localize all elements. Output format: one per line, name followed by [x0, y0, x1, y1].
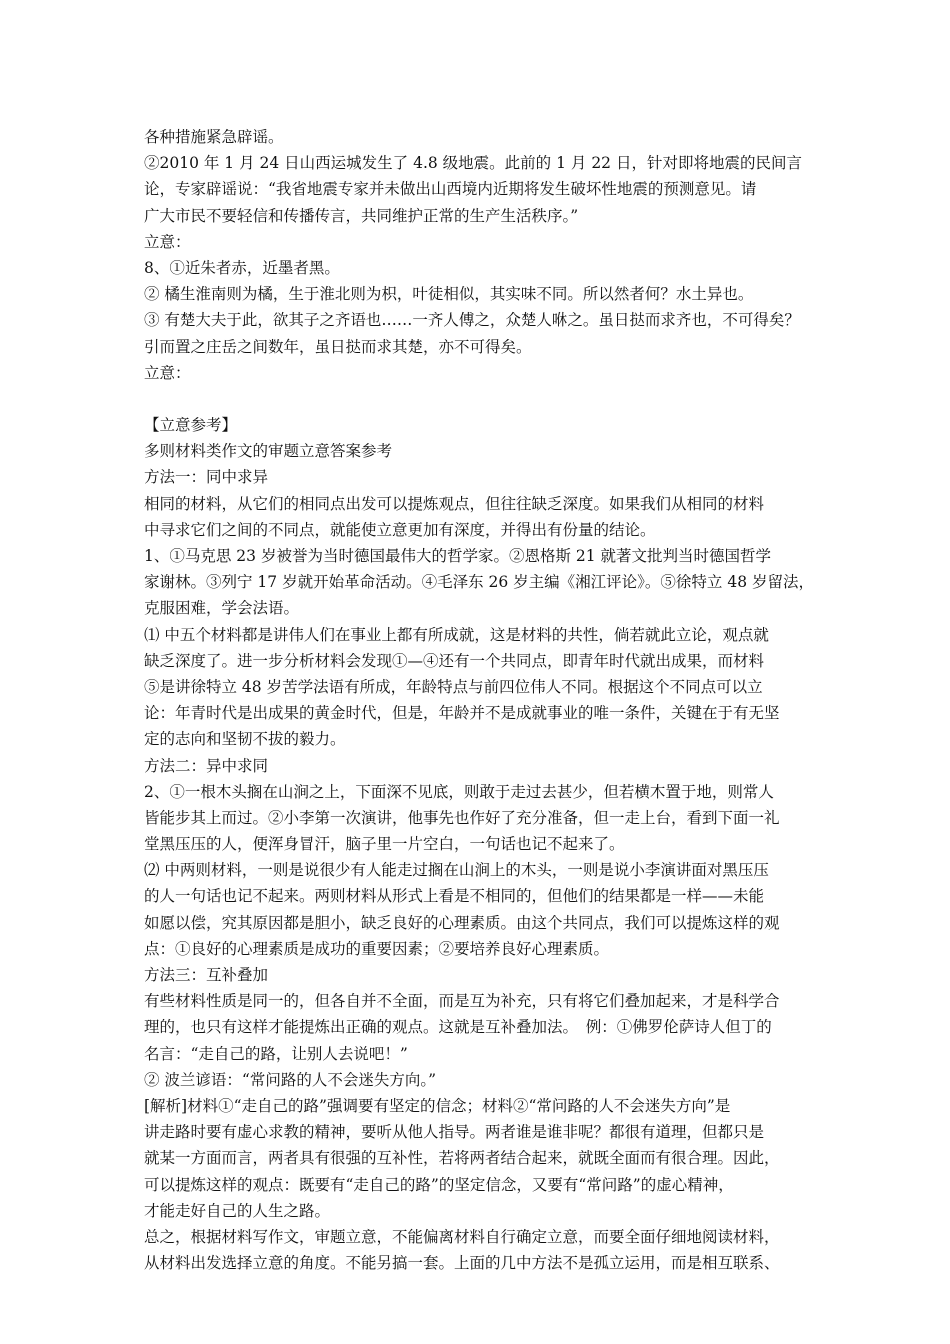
- text-line: 从材料出发选择立意的角度。不能另搞一套。上面的几中方法不是孤立运用，而是相互联系、: [144, 1254, 780, 1273]
- text-line: ② 橘生淮南则为橘，生于淮北则为枳，叶徒相似，其实味不同。所以然者何？水土异也。: [144, 285, 754, 304]
- text-line: 名言：“走自己的路，让别人去说吧！”: [144, 1044, 408, 1063]
- text-line: 才能走好自己的人生之路。: [144, 1201, 331, 1220]
- text-line: 论：年青时代是出成果的黄金时代，但是，年龄并不是成就事业的唯一条件，关键在于有无坚: [144, 704, 780, 723]
- text-line: 相同的材料，从它们的相同点出发可以提炼观点，但往往缺乏深度。如果我们从相同的材料: [144, 494, 765, 513]
- text-line: 立意：: [144, 232, 191, 251]
- text-line: 广大市民不要轻信和传播传言，共同维护正常的生产生活秩序。”: [144, 206, 579, 225]
- text-line: [解析]材料①“走自己的路”强调要有坚定的信念；材料②“常问路的人不会迷失方向”是: [144, 1096, 731, 1115]
- text-line: 家谢林。③列宁 17 岁就开始革命活动。④毛泽东 26 岁主编《湘江评论》。⑤徐特立 48 岁留法，: [144, 573, 814, 592]
- text-line: 就某一方面而言，两者具有很强的互补性，若将两者结合起来，就既全面而有很合理。因此，: [144, 1149, 780, 1168]
- text-line: 堂黑压压的人，便浑身冒汗，脑子里一片空白，一句话也记不起来了。: [144, 835, 625, 854]
- text-line: ⑤是讲徐特立 48 岁苦学法语有所成，年龄特点与前四位伟人不同。根据这个不同点可以立: [144, 677, 763, 696]
- text-line: ⑵ 中两则材料，一则是说很少有人能走过搁在山涧上的木头，一则是说小李演讲面对黑压压: [144, 861, 769, 880]
- text-line: 8、①近朱者赤，近墨者黑。: [144, 258, 340, 277]
- text-line: ②2010 年 1 月 24 日山西运城发生了 4.8 级地震。此前的 1 月 22 日，针对即将地震的民间言: [144, 154, 802, 173]
- blank-line: [144, 386, 824, 412]
- text-line: 1、①马克思 23 岁被誉为当时德国最伟大的哲学家。②恩格斯 21 就著文批判当时德国哲学: [144, 547, 772, 565]
- text-line: 方法一：同中求异: [144, 468, 269, 487]
- text-line: 【立意参考】: [144, 416, 238, 435]
- text-line: ⑴ 中五个材料都是讲伟人们在事业上都有所成就，这是材料的共性，倘若就此立论，观点就: [144, 625, 769, 644]
- text-line: 如愿以偿，究其原因都是胆小，缺乏良好的心理素质。由这个共同点，我们可以提炼这样的观: [144, 913, 780, 932]
- text-line: 引而置之庄岳之间数年，虽日挞而求其楚，亦不可得矣。: [144, 337, 532, 356]
- text-line: ② 波兰谚语：“常问路的人不会迷失方向。”: [144, 1070, 437, 1089]
- text-line: 有些材料性质是同一的，但各自并不全面，而是互为补充，只有将它们叠加起来，才是科学合: [144, 992, 780, 1011]
- text-line: 皆能步其上而过。②小李第一次演讲，他事先也作好了充分准备，但一走上台，看到下面一礼: [144, 808, 780, 827]
- text-line: 讲走路时要有虚心求教的精神，要听从他人指导。两者谁是谁非呢？都很有道理，但都只是: [144, 1123, 765, 1142]
- text-line: 理的，也只有这样才能提炼出正确的观点。这就是互补叠加法。 例：①佛罗伦萨诗人但丁的: [144, 1018, 772, 1037]
- text-line: 可以提炼这样的观点：既要有“走自己的路”的坚定信念，又要有“常问路”的虚心精神，: [144, 1175, 734, 1194]
- text-line: 点：①良好的心理素质是成功的重要因素；②要培养良好心理素质。: [144, 939, 610, 958]
- text-line: 方法三：互补叠加: [144, 966, 269, 984]
- document-page: [144, 124, 824, 1276]
- text-line: 论，专家辟谣说：“我省地震专家并未做出山西境内近期将发生破坏性地震的预测意见。请: [144, 180, 757, 199]
- text-line: 缺乏深度了。进一步分析材料会发现①—④还有一个共同点，即青年时代就出成果，而材料: [144, 651, 765, 670]
- text-line: 的人一句话也记不起来。两则材料从形式上看是不相同的，但他们的结果都是一样——未能: [144, 887, 765, 906]
- text-line: 各种措施紧急辟谣。: [144, 128, 284, 146]
- text-line: 立意：: [144, 363, 191, 382]
- text-line: 总之，根据材料写作文，审题立意，不能偏离材料自行确定立意，而要全面仔细地阅读材料，: [144, 1227, 780, 1246]
- text-line: 中寻求它们之间的不同点，就能使立意更加有深度，并得出有份量的结论。: [144, 520, 656, 539]
- text-line: 多则材料类作文的审题立意答案参考: [144, 442, 393, 461]
- text-line: 克服困难，学会法语。: [144, 599, 300, 618]
- text-line: 方法二：异中求同: [144, 756, 269, 775]
- text-line: 2、①一根木头搁在山涧之上，下面深不见底，则敢于走过去甚少，但若横木置于地，则常人: [144, 782, 774, 801]
- text-line: ③ 有楚大夫于此，欲其子之齐语也……一齐人傅之，众楚人咻之。虽日挞而求齐也，不可得矣？: [144, 311, 800, 330]
- text-line: 定的志向和坚韧不拔的毅力。: [144, 730, 346, 749]
